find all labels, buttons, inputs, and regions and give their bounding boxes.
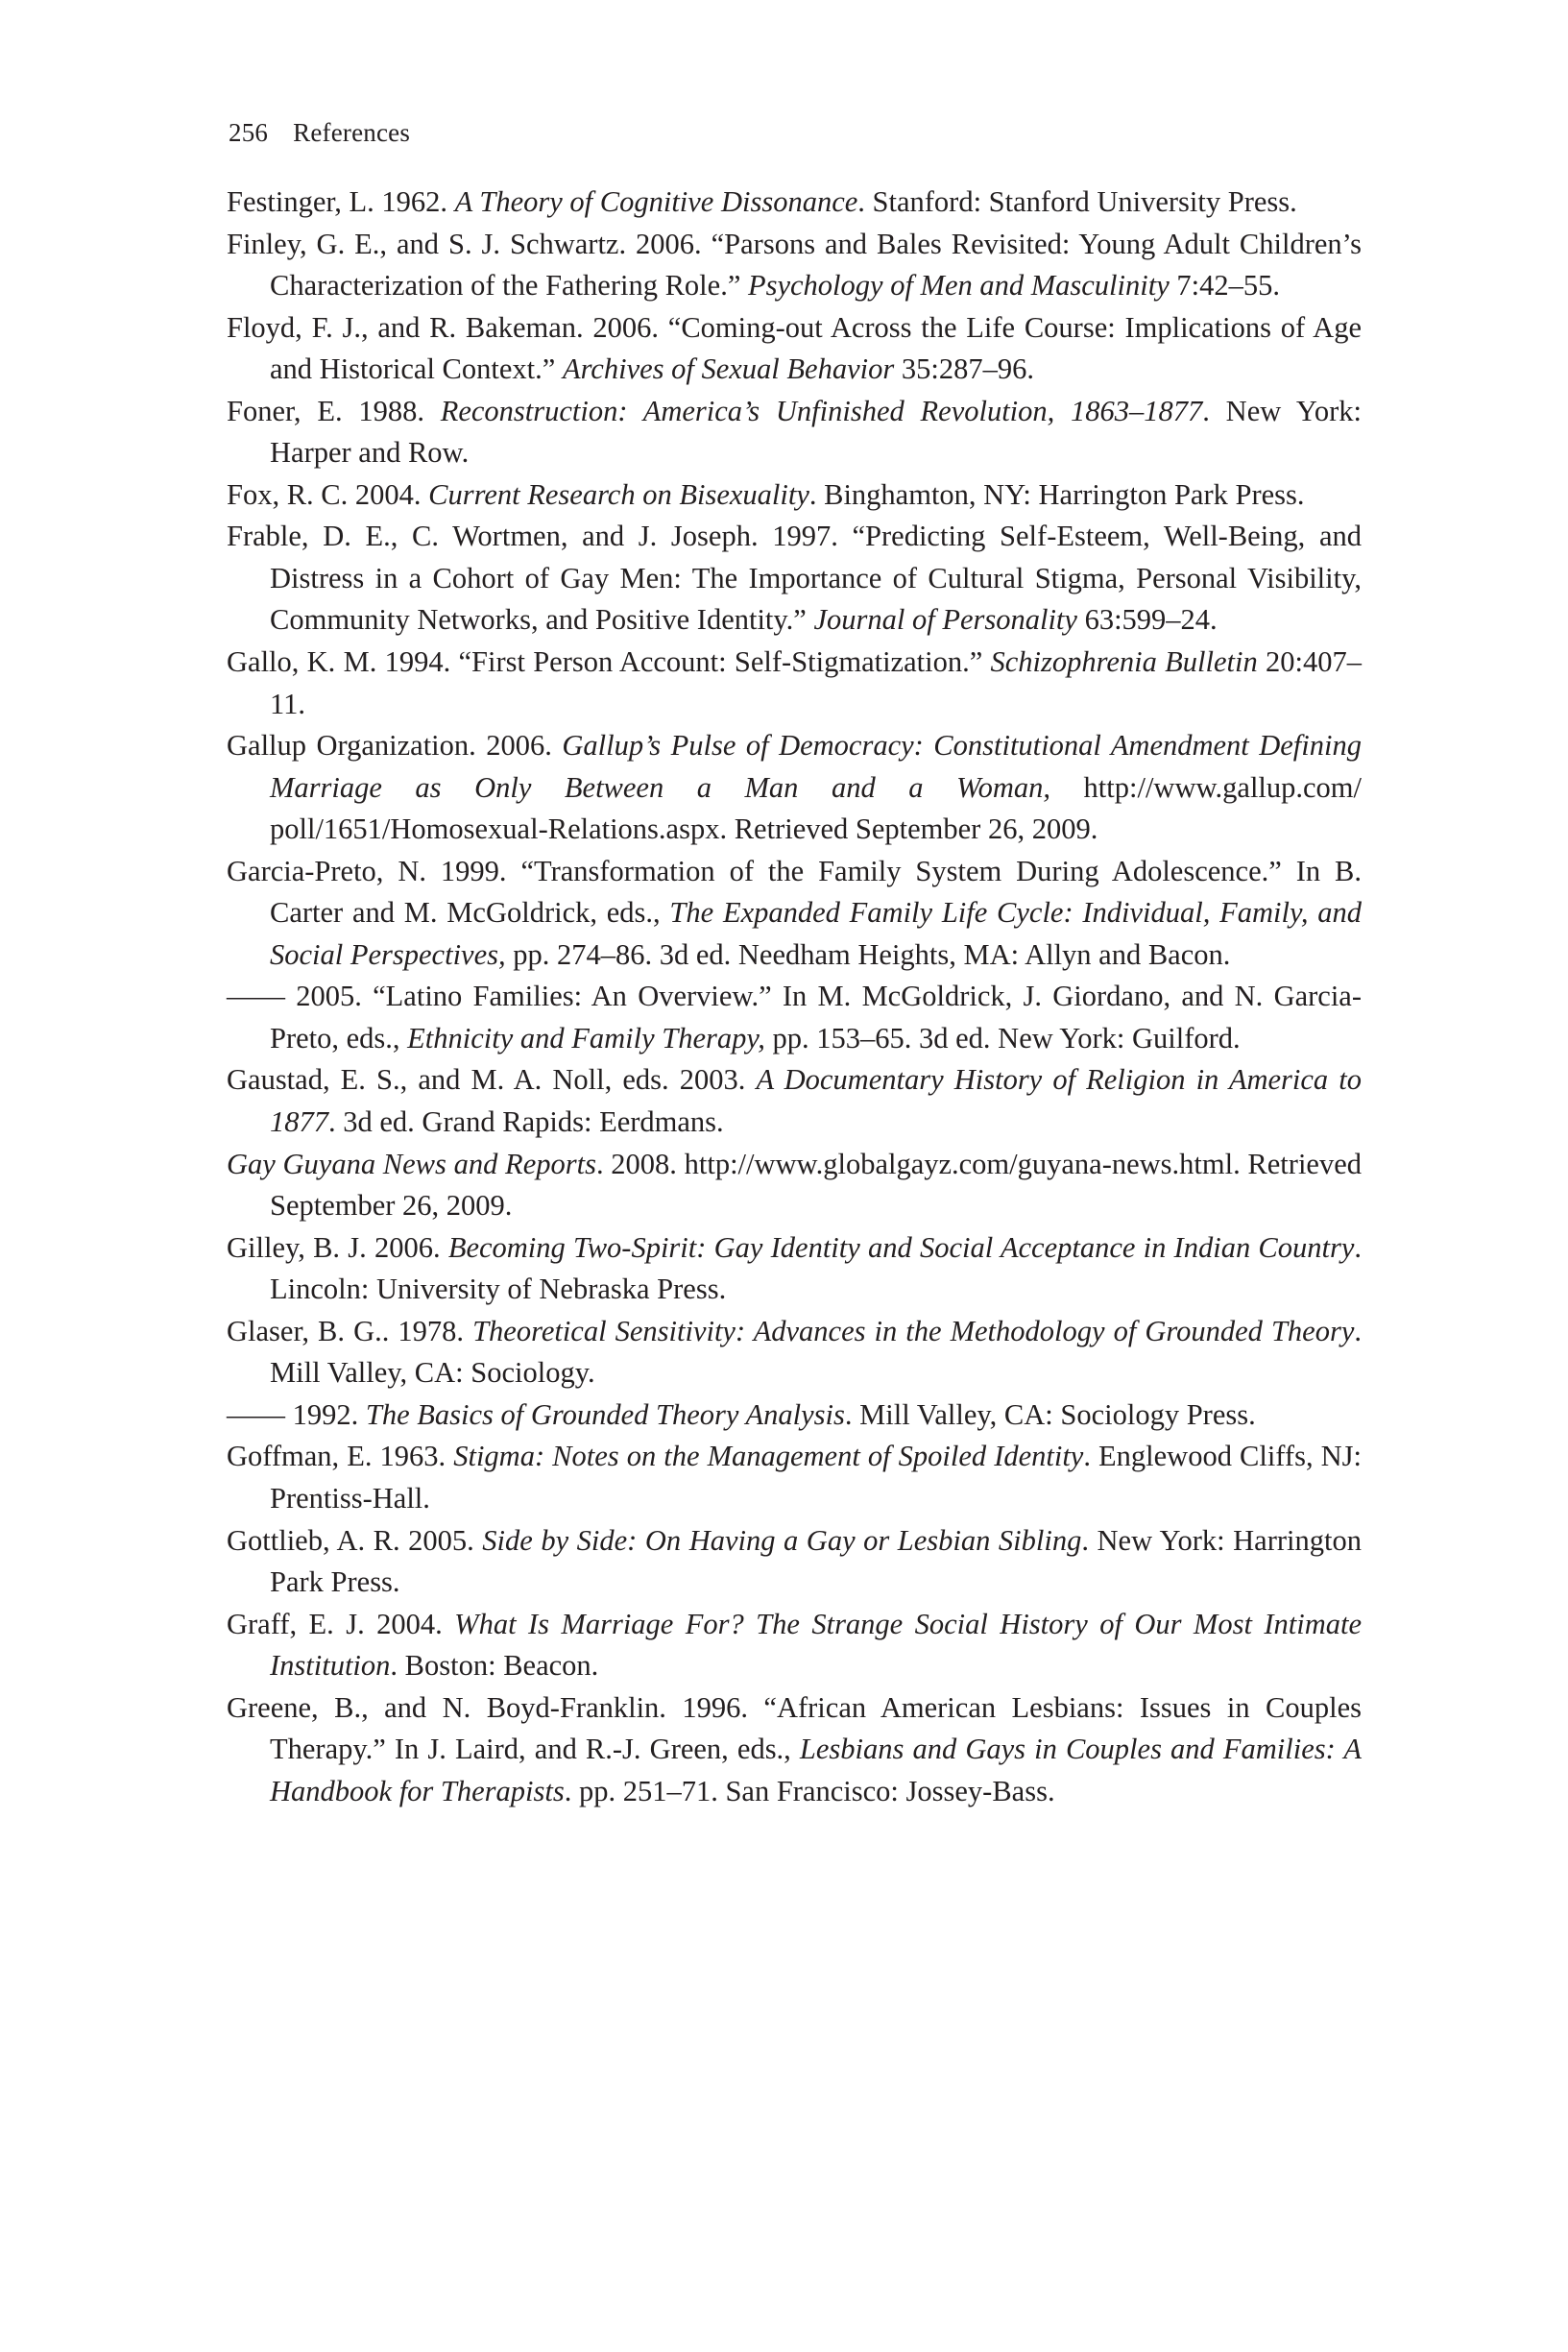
reference-title: The Expanded Family Life Cycle: Individual, Family, and Social Perspectives,	[270, 896, 1362, 971]
reference-title: A Documentary History of Religion in America to 1877	[270, 1063, 1362, 1139]
reference-text: Garcia-Preto, N. 1999. “Transformation of the Family System During Adolescence.” In B. Carter and M. McGoldrick, eds.,	[227, 854, 1362, 930]
reference-title: What Is Marriage For? The Strange Social History of Our Most Intimate Institution	[270, 1607, 1362, 1683]
page-number: 256	[229, 118, 269, 147]
reference-text: Foner, E. 1988.	[227, 394, 441, 427]
reference-entry	[227, 642, 1362, 725]
reference-text: Finley, G. E., and S. J. Schwartz. 2006. “Parsons and Bales Revisited: Young Adult Children’s Characterization of the Fathering Role.”	[227, 227, 1362, 303]
reference-entry	[227, 725, 1362, 851]
reference-text: . Mill Valley, CA: Sociology Press.	[844, 1397, 1256, 1431]
reference-text: . New York: Harrington Park Press.	[270, 1523, 1362, 1599]
reference-title: Ethnicity and Family Therapy,	[407, 1021, 765, 1055]
reference-title: Current Research on Bisexuality	[428, 477, 809, 511]
reference-text: . 3d ed. Grand Rapids: Eerdmans.	[328, 1105, 724, 1139]
reference-entry	[227, 474, 1362, 517]
reference-list	[227, 182, 1362, 1812]
reference-text: 20:407–11.	[270, 645, 1362, 720]
reference-text: . 2008. http://www.globalgayz.com/guyana-news.html. Retrieved September 26, 2009.	[270, 1147, 1362, 1223]
reference-text: Glaser, B. G.. 1978.	[227, 1314, 473, 1347]
reference-text: . Boston: Beacon.	[390, 1649, 599, 1683]
reference-text: 35:287–96.	[894, 352, 1034, 386]
reference-text: . Binghamton, NY: Harrington Park Press.	[808, 477, 1305, 511]
reference-title: Gay Guyana News and Reports	[227, 1147, 596, 1180]
reference-text: 7:42–55.	[1169, 269, 1280, 303]
reference-text: Floyd, F. J., and R. Bakeman. 2006. “Coming-out Across the Life Course: Implications of Age and Historical Context.”	[227, 310, 1362, 386]
reference-title: Psychology of Men and Masculinity	[747, 269, 1170, 303]
reference-text: . Englewood Cliffs, NJ: Prentiss-Hall.	[270, 1440, 1362, 1515]
reference-text: pp. 274–86. 3d ed. Needham Heights, MA: Allyn and Bacon.	[505, 937, 1231, 971]
reference-title: Lesbians and Gays in Couples and Families: A Handbook for Therapists	[270, 1733, 1362, 1807]
reference-text: Greene, B., and N. Boyd-Franklin. 1996. “African American Lesbians: Issues in Couples Therapy.” In J. Laird, and R.-J. Green, eds.,	[227, 1690, 1362, 1766]
reference-text: Fox, R. C. 2004.	[227, 477, 429, 511]
reference-entry	[227, 391, 1362, 474]
reference-text: Gaustad, E. S., and M. A. Noll, eds. 2003.	[227, 1063, 757, 1097]
reference-text: http://www.gallup.com/ poll/1651/Homosexual-Relations.aspx. Retrieved September 26, 2009.	[270, 770, 1362, 846]
reference-title: Journal of Personality	[813, 603, 1077, 637]
reference-text: Gallup Organization. 2006.	[227, 729, 563, 763]
reference-entry	[227, 224, 1362, 307]
reference-entry	[227, 1394, 1362, 1437]
reference-text: —— 2005. “Latino Families: An Overview.” In M. McGoldrick, J. Giordano, and N. Garcia-Preto, eds.,	[227, 980, 1362, 1055]
reference-entry	[227, 516, 1362, 642]
reference-entry	[227, 1227, 1362, 1311]
reference-text: Graff, E. J. 2004.	[227, 1607, 455, 1640]
reference-entry	[227, 1144, 1362, 1227]
reference-entry	[227, 851, 1362, 977]
reference-entry	[227, 1604, 1362, 1687]
reference-title: Gallup’s Pulse of Democracy: Constitutional Amendment Defining Marriage as Only Between a Man and a Woman,	[270, 729, 1362, 804]
reference-text: . New York: Harper and Row.	[270, 394, 1362, 470]
reference-title: Becoming Two-Spirit: Gay Identity and Social Acceptance in Indian Country	[447, 1230, 1355, 1264]
reference-text: 63:599–24.	[1076, 603, 1218, 637]
reference-text: pp. 153–65. 3d ed. New York: Guilford.	[764, 1021, 1241, 1055]
reference-entry	[227, 182, 1362, 224]
reference-entry	[227, 1311, 1362, 1394]
reference-title: A Theory of Cognitive Dissonance	[454, 185, 858, 218]
reference-text: Goffman, E. 1963.	[227, 1440, 454, 1473]
reference-entry	[227, 1687, 1362, 1813]
reference-text: Gallo, K. M. 1994. “First Person Account: Self-Stigmatization.”	[227, 645, 991, 679]
reference-title: Reconstruction: America’s Unfinished Revolution, 1863–1877	[440, 394, 1203, 427]
reference-text: . Mill Valley, CA: Sociology.	[270, 1314, 1362, 1390]
reference-title: The Basics of Grounded Theory Analysis	[365, 1397, 845, 1431]
reference-text: Gottlieb, A. R. 2005.	[227, 1523, 483, 1557]
reference-text: Festinger, L. 1962.	[227, 185, 455, 218]
reference-text: Gilley, B. J. 2006.	[227, 1230, 448, 1264]
reference-entry	[227, 1520, 1362, 1604]
reference-text: —— 1992.	[227, 1397, 366, 1431]
reference-title: Archives of Sexual Behavior	[562, 352, 895, 386]
running-head	[229, 118, 410, 148]
reference-title: Side by Side: On Having a Gay or Lesbian Sibling	[482, 1523, 1082, 1557]
reference-entry	[227, 976, 1362, 1059]
reference-title: Schizophrenia Bulletin	[990, 645, 1258, 679]
reference-entry	[227, 1436, 1362, 1519]
reference-text: . pp. 251–71. San Francisco: Jossey-Bass.	[564, 1774, 1055, 1807]
reference-title: Stigma: Notes on the Management of Spoiled Identity	[453, 1440, 1084, 1473]
reference-title: Theoretical Sensitivity: Advances in the Methodology of Grounded Theory	[472, 1314, 1355, 1347]
section-title: References	[293, 118, 411, 147]
reference-entry	[227, 1059, 1362, 1143]
reference-text: Frable, D. E., C. Wortmen, and J. Joseph. 1997. “Predicting Self-Esteem, Well-Being, and Distress in a Cohort of Gay Men: The Importance of Cultural Stigma, Personal Visibility, Community Networks, and Positive Identity.”	[227, 520, 1362, 637]
reference-entry	[227, 307, 1362, 391]
reference-text: . Stanford: Stanford University Press.	[857, 185, 1297, 218]
reference-text: . Lincoln: University of Nebraska Press.	[270, 1230, 1363, 1306]
